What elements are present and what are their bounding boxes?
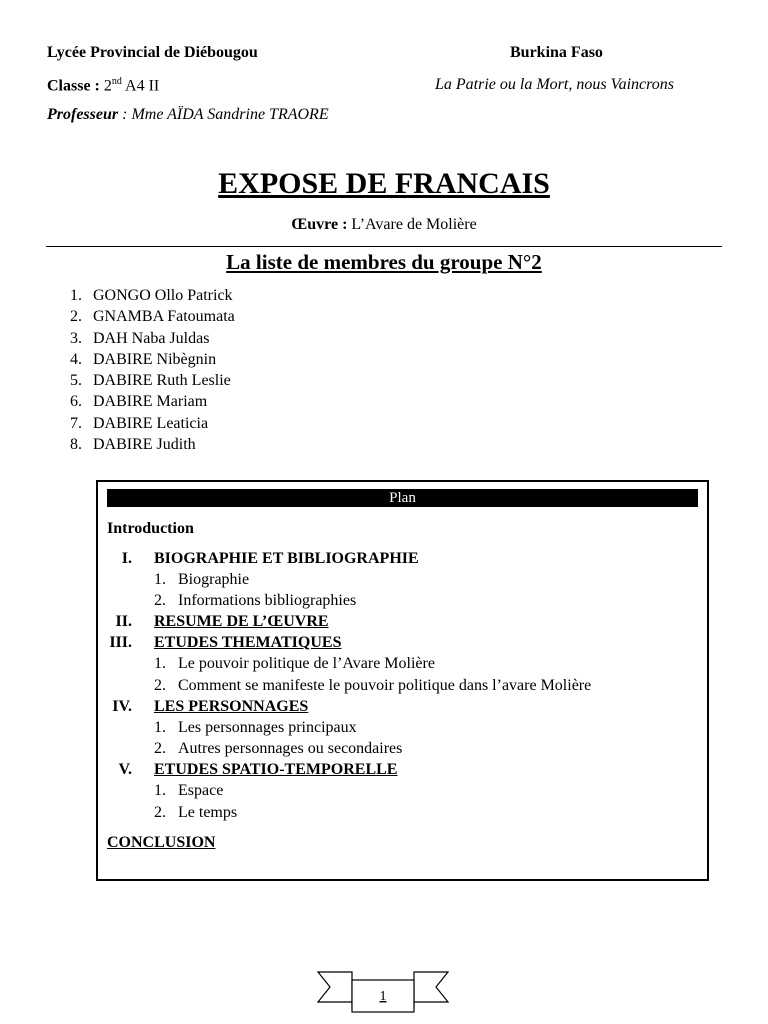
member-item: 3. DAH Naba Juldas	[70, 329, 210, 347]
oeuvre-value: L’Avare de Molière	[347, 216, 477, 233]
subsection-item: 1. Biographie	[154, 571, 250, 588]
section-number: III.	[109, 634, 132, 651]
subsection-item: 2. Informations bibliographies	[154, 592, 357, 609]
section-number: V.	[118, 761, 132, 778]
section-title: RESUME DE L’ŒUVRE	[154, 613, 329, 630]
subsection-item: 1. Le pouvoir politique de l’Avare Molière	[154, 655, 435, 672]
section-title: ETUDES SPATIO-TEMPORELLE	[154, 761, 398, 778]
class-label: Classe :	[47, 77, 100, 95]
class-level-sup: nd	[111, 76, 122, 87]
member-item: 1. GONGO Ollo Patrick	[70, 287, 233, 304]
professor-name: : Mme AÏDA Sandrine TRAORE	[118, 106, 329, 123]
professor-label: Professeur	[47, 106, 119, 123]
plan-conclusion: CONCLUSION	[107, 834, 216, 851]
subsection-item: 1. Les personnages principaux	[154, 719, 357, 736]
section-title: LES PERSONNAGES	[154, 698, 309, 715]
plan-introduction: Introduction	[107, 520, 194, 537]
section-title: ETUDES THEMATIQUES	[154, 634, 342, 651]
page-number-banner	[316, 968, 450, 1014]
member-item: 4. DABIRE Nibègnin	[70, 350, 217, 368]
subsection-item: 2. Autres personnages ou secondaires	[154, 740, 403, 757]
country-name: Burkina Faso	[510, 44, 603, 61]
section-number: II.	[115, 613, 132, 630]
members-title: La liste de membres du groupe N°2	[226, 250, 542, 274]
member-item: 5. DABIRE Ruth Leslie	[70, 372, 231, 390]
subsection-item: 2. Comment se manifeste le pouvoir politique dans l’avare Molière	[154, 677, 592, 694]
member-item: 7. DABIRE Leaticia	[70, 414, 209, 432]
class-rest: A4 II	[121, 77, 160, 95]
school-name: Lycée Provincial de Diébougou	[47, 44, 258, 61]
national-motto: La Patrie ou la Mort, nous Vaincrons	[435, 76, 674, 93]
member-item: 8. DABIRE Judith	[70, 436, 196, 454]
oeuvre-line	[0, 216, 768, 234]
horizontal-rule	[46, 246, 722, 247]
subsection-item: 1. Espace	[154, 782, 224, 799]
members-list	[46, 285, 235, 455]
page-number: 1	[379, 989, 387, 1004]
member-item: 6. DABIRE Mariam	[70, 393, 208, 411]
plan-box	[96, 480, 709, 881]
member-item: 2. GNAMBA Fatoumata	[70, 308, 235, 326]
class-line	[47, 76, 159, 96]
document-title: EXPOSE DE FRANCAIS	[218, 167, 550, 200]
plan-header: Plan	[107, 489, 698, 507]
section-title: BIOGRAPHIE ET BIBLIOGRAPHIE	[154, 550, 419, 567]
professor-line	[47, 106, 329, 124]
section-number: I.	[121, 550, 132, 567]
subsection-item: 2. Le temps	[154, 804, 238, 821]
class-level: 2	[103, 77, 112, 95]
oeuvre-label: Œuvre :	[291, 216, 348, 233]
section-number: IV.	[112, 698, 132, 715]
